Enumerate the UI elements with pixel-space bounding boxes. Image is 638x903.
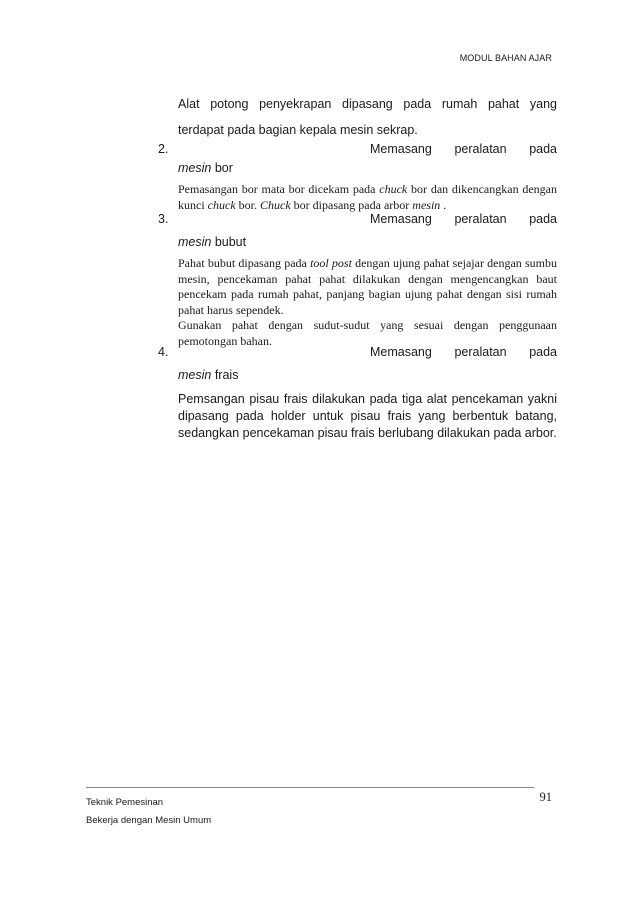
item-3-description <box>178 256 557 349</box>
item-3-description-segment: tool post <box>310 256 352 270</box>
item-2-description-segment: bor dipasang pada arbor <box>290 197 413 212</box>
item-4-heading-word-2: peralatan <box>454 345 507 359</box>
item-3-description-extra: Gunakan pahat dengan sudut-sudut yang sesuai dengan penggunaan pemotongan bahan. <box>178 318 557 348</box>
item-2-number: 2. <box>158 142 169 156</box>
item-2-description-segment: Chuck <box>260 197 291 212</box>
item-3-description-segment: Pahat bubut dipasang pada <box>178 256 311 270</box>
item-3-description-segment: dengan ujung pahat sejajar dengan sumbu mesin, pencekaman pahat pahat dilakukan dengan mengencangkan baut pencekam pada rumah pahat, panjang bagian ujung pahat dengan sisi rumah pahat harus sependek. <box>178 256 557 317</box>
item-3-heading-word-3: pada <box>529 212 557 226</box>
page-number: 91 <box>539 790 552 804</box>
intro-line-1: Alat potong penyekrapan dipasang pada rumah pahat yang <box>178 97 557 111</box>
intro-line-2: terdapat pada bagian kepala mesin sekrap. <box>178 123 418 137</box>
item-4-heading <box>370 345 557 359</box>
running-header: MODUL BAHAN AJAR <box>459 53 552 63</box>
item-3-number: 3. <box>158 212 169 226</box>
footer-rule <box>86 787 534 788</box>
item-4-description: Pemsangan pisau frais dilakukan pada tiga alat pencekaman yakni dipasang pada holder untuk pisau frais yang berbentuk batang, sedangkan pencekaman pisau frais berlubang dilakukan pada arbor. <box>178 392 557 440</box>
item-2-heading-word-3: pada <box>529 142 557 156</box>
footer-course: Teknik Pemesinan <box>86 797 164 808</box>
item-2-heading <box>370 142 557 156</box>
item-4-heading-word-1: Memasang <box>370 345 432 359</box>
footer-module: Bekerja dengan Mesin Umum <box>86 815 212 826</box>
item-4-machine <box>178 368 238 382</box>
item-2-description-segment: bor. <box>235 197 260 212</box>
item-2-description-segment: Pemasangan bor mata bor dicekam pada <box>178 182 380 196</box>
item-2-description-segment: chuck <box>379 182 408 196</box>
item-2-description-segment: mesin <box>412 197 441 212</box>
item-4-machine-italic: mesin <box>178 368 212 382</box>
item-3-heading-word-2: peralatan <box>454 212 507 226</box>
intro-paragraph <box>178 91 557 143</box>
item-4-number: 4. <box>158 345 169 359</box>
item-2-description-segment: . <box>440 197 447 212</box>
item-2-description-segment: bor dan dikencangkan dengan kunci <box>178 182 557 212</box>
item-3-heading <box>370 212 557 226</box>
item-2-machine-italic: mesin <box>178 161 212 175</box>
item-2-heading-word-2: peralatan <box>454 142 507 156</box>
item-4-heading-word-3: pada <box>529 345 557 359</box>
item-3-machine-italic: mesin <box>178 235 212 249</box>
item-4-machine-name: frais <box>214 368 239 382</box>
item-3-description-main <box>178 256 557 317</box>
item-2-heading-word-1: Memasang <box>370 142 432 156</box>
item-2-description <box>178 182 557 213</box>
item-3-machine <box>178 235 246 249</box>
item-3-machine-name: bubut <box>214 235 247 249</box>
item-3-heading-word-1: Memasang <box>370 212 432 226</box>
item-2-description-segment: chuck <box>207 197 236 212</box>
item-2-machine <box>178 161 233 175</box>
item-2-machine-name: bor <box>214 161 233 175</box>
